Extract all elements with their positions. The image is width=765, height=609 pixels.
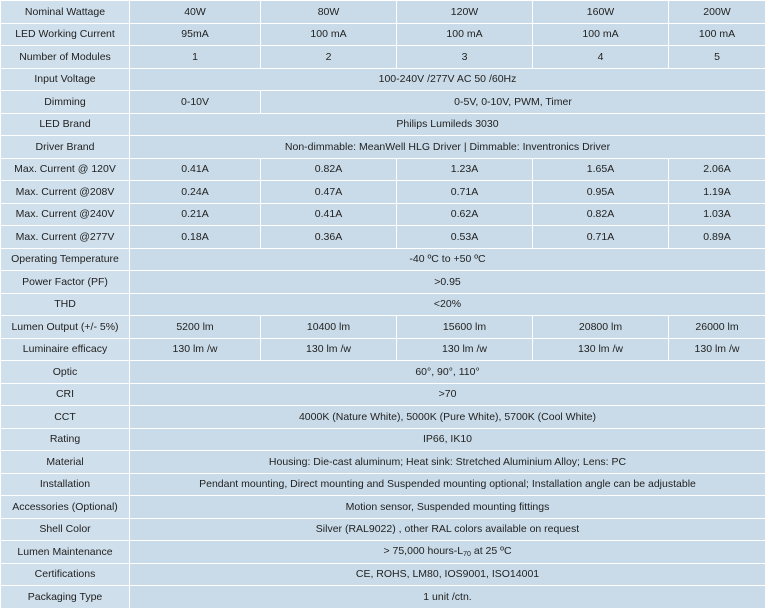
spec-value: 5 [669, 46, 765, 69]
spec-value-merged: Pendant mounting, Direct mounting and Suspended mounting optional; Installation angle can be adjustable [130, 473, 765, 496]
spec-value-text: > 75,000 hours-L [383, 545, 463, 557]
spec-value: 0.71A [397, 181, 533, 204]
spec-row [1, 361, 765, 384]
spec-value: 40W [130, 1, 261, 24]
spec-row [1, 428, 765, 451]
spec-value: 130 lm /w [397, 338, 533, 361]
spec-value: 0.71A [533, 226, 669, 249]
spec-row [1, 518, 765, 541]
spec-row [1, 563, 765, 586]
spec-label: THD [1, 293, 130, 316]
spec-value-merged: CE, ROHS, LM80, IOS9001, ISO14001 [130, 563, 765, 586]
spec-row [1, 383, 765, 406]
spec-table-body [1, 1, 765, 609]
spec-label: Lumen Output (+/- 5%) [1, 316, 130, 339]
spec-value: 0.21A [130, 203, 261, 226]
spec-value: 10400 lm [261, 316, 397, 339]
spec-label: Number of Modules [1, 46, 130, 69]
spec-value: 95mA [130, 23, 261, 46]
spec-value: 26000 lm [669, 316, 765, 339]
spec-value: 130 lm /w [130, 338, 261, 361]
spec-value: 1.23A [397, 158, 533, 181]
spec-value: 2.06A [669, 158, 765, 181]
spec-value: 1.03A [669, 203, 765, 226]
spec-label: LED Brand [1, 113, 130, 136]
spec-value: 0.95A [533, 181, 669, 204]
spec-value-merged: Housing: Die-cast aluminum; Heat sink: Stretched Aluminium Alloy; Lens: PC [130, 451, 765, 474]
spec-row [1, 316, 765, 339]
spec-label: Optic [1, 361, 130, 384]
spec-value: 0.62A [397, 203, 533, 226]
spec-label: Operating Temperature [1, 248, 130, 271]
spec-row [1, 113, 765, 136]
spec-value: 1 [130, 46, 261, 69]
spec-value: 15600 lm [397, 316, 533, 339]
spec-value: 100 mA [397, 23, 533, 46]
spec-value: 0-10V [130, 91, 261, 114]
spec-row [1, 271, 765, 294]
spec-value-merged: Philips Lumileds 3030 [130, 113, 765, 136]
spec-value: 0.36A [261, 226, 397, 249]
spec-row [1, 473, 765, 496]
spec-row [1, 496, 765, 519]
spec-value-merged: >0.95 [130, 271, 765, 294]
spec-value: 0.18A [130, 226, 261, 249]
spec-label: Max. Current @208V [1, 181, 130, 204]
spec-value: 130 lm /w [669, 338, 765, 361]
spec-label: Lumen Maintenance [1, 541, 130, 564]
spec-label: Certifications [1, 563, 130, 586]
spec-value: 0.53A [397, 226, 533, 249]
spec-value: 5200 lm [130, 316, 261, 339]
spec-value-merged: 4000K (Nature White), 5000K (Pure White), 5700K (Cool White) [130, 406, 765, 429]
spec-value-merged: 1 unit /ctn. [130, 586, 765, 609]
spec-value: 0.47A [261, 181, 397, 204]
spec-row [1, 46, 765, 69]
spec-value: 200W [669, 1, 765, 24]
spec-row [1, 1, 765, 24]
spec-value: 80W [261, 1, 397, 24]
spec-value: 0.41A [261, 203, 397, 226]
spec-value-merged: IP66, IK10 [130, 428, 765, 451]
spec-label: Packaging Type [1, 586, 130, 609]
spec-value: 120W [397, 1, 533, 24]
spec-label: Input Voltage [1, 68, 130, 91]
spec-label: Max. Current @240V [1, 203, 130, 226]
spec-value-merged: Silver (RAL9022) , other RAL colors available on request [130, 518, 765, 541]
spec-row [1, 181, 765, 204]
spec-value-subscript: 70 [463, 551, 471, 558]
spec-value-merged: 60°, 90°, 110° [130, 361, 765, 384]
spec-value: 3 [397, 46, 533, 69]
spec-label: Installation [1, 473, 130, 496]
spec-value: 0.89A [669, 226, 765, 249]
spec-label: Power Factor (PF) [1, 271, 130, 294]
spec-row [1, 451, 765, 474]
spec-row [1, 541, 765, 564]
spec-row [1, 158, 765, 181]
spec-row [1, 23, 765, 46]
spec-row [1, 68, 765, 91]
spec-value: 0.41A [130, 158, 261, 181]
spec-value: 20800 lm [533, 316, 669, 339]
spec-row [1, 136, 765, 159]
spec-value: 100 mA [533, 23, 669, 46]
spec-value: 4 [533, 46, 669, 69]
spec-label: Rating [1, 428, 130, 451]
spec-label: Driver Brand [1, 136, 130, 159]
spec-label: Nominal Wattage [1, 1, 130, 24]
spec-row [1, 406, 765, 429]
spec-value: 0.82A [533, 203, 669, 226]
spec-label: Material [1, 451, 130, 474]
spec-row [1, 226, 765, 249]
spec-value: 0.82A [261, 158, 397, 181]
spec-value-text: at 25 ºC [471, 545, 512, 557]
spec-label: Shell Color [1, 518, 130, 541]
spec-value-merged: Motion sensor, Suspended mounting fittings [130, 496, 765, 519]
spec-value-merged: 100-240V /277V AC 50 /60Hz [130, 68, 765, 91]
spec-row [1, 203, 765, 226]
spec-value-merged: Non-dimmable: MeanWell HLG Driver | Dimmable: Inventronics Driver [130, 136, 765, 159]
spec-value-merged: >70 [130, 383, 765, 406]
spec-label: CRI [1, 383, 130, 406]
spec-value: 100 mA [261, 23, 397, 46]
spec-value: 1.65A [533, 158, 669, 181]
spec-label: Accessories (Optional) [1, 496, 130, 519]
spec-row [1, 338, 765, 361]
spec-value: 1.19A [669, 181, 765, 204]
spec-value: 2 [261, 46, 397, 69]
spec-value: 160W [533, 1, 669, 24]
spec-value: 130 lm /w [533, 338, 669, 361]
spec-row [1, 293, 765, 316]
spec-label: Max. Current @277V [1, 226, 130, 249]
spec-label: CCT [1, 406, 130, 429]
spec-label: Max. Current @ 120V [1, 158, 130, 181]
spec-label: Luminaire efficacy [1, 338, 130, 361]
spec-value-merged: -40 ºC to +50 ºC [130, 248, 765, 271]
spec-value-merged [130, 541, 765, 564]
spec-label: Dimming [1, 91, 130, 114]
spec-value: 100 mA [669, 23, 765, 46]
spec-row [1, 248, 765, 271]
spec-value: 0.24A [130, 181, 261, 204]
spec-row [1, 91, 765, 114]
spec-label: LED Working Current [1, 23, 130, 46]
spec-value-merged: 0-5V, 0-10V, PWM, Timer [261, 91, 765, 114]
spec-value-merged: <20% [130, 293, 765, 316]
spec-value: 130 lm /w [261, 338, 397, 361]
